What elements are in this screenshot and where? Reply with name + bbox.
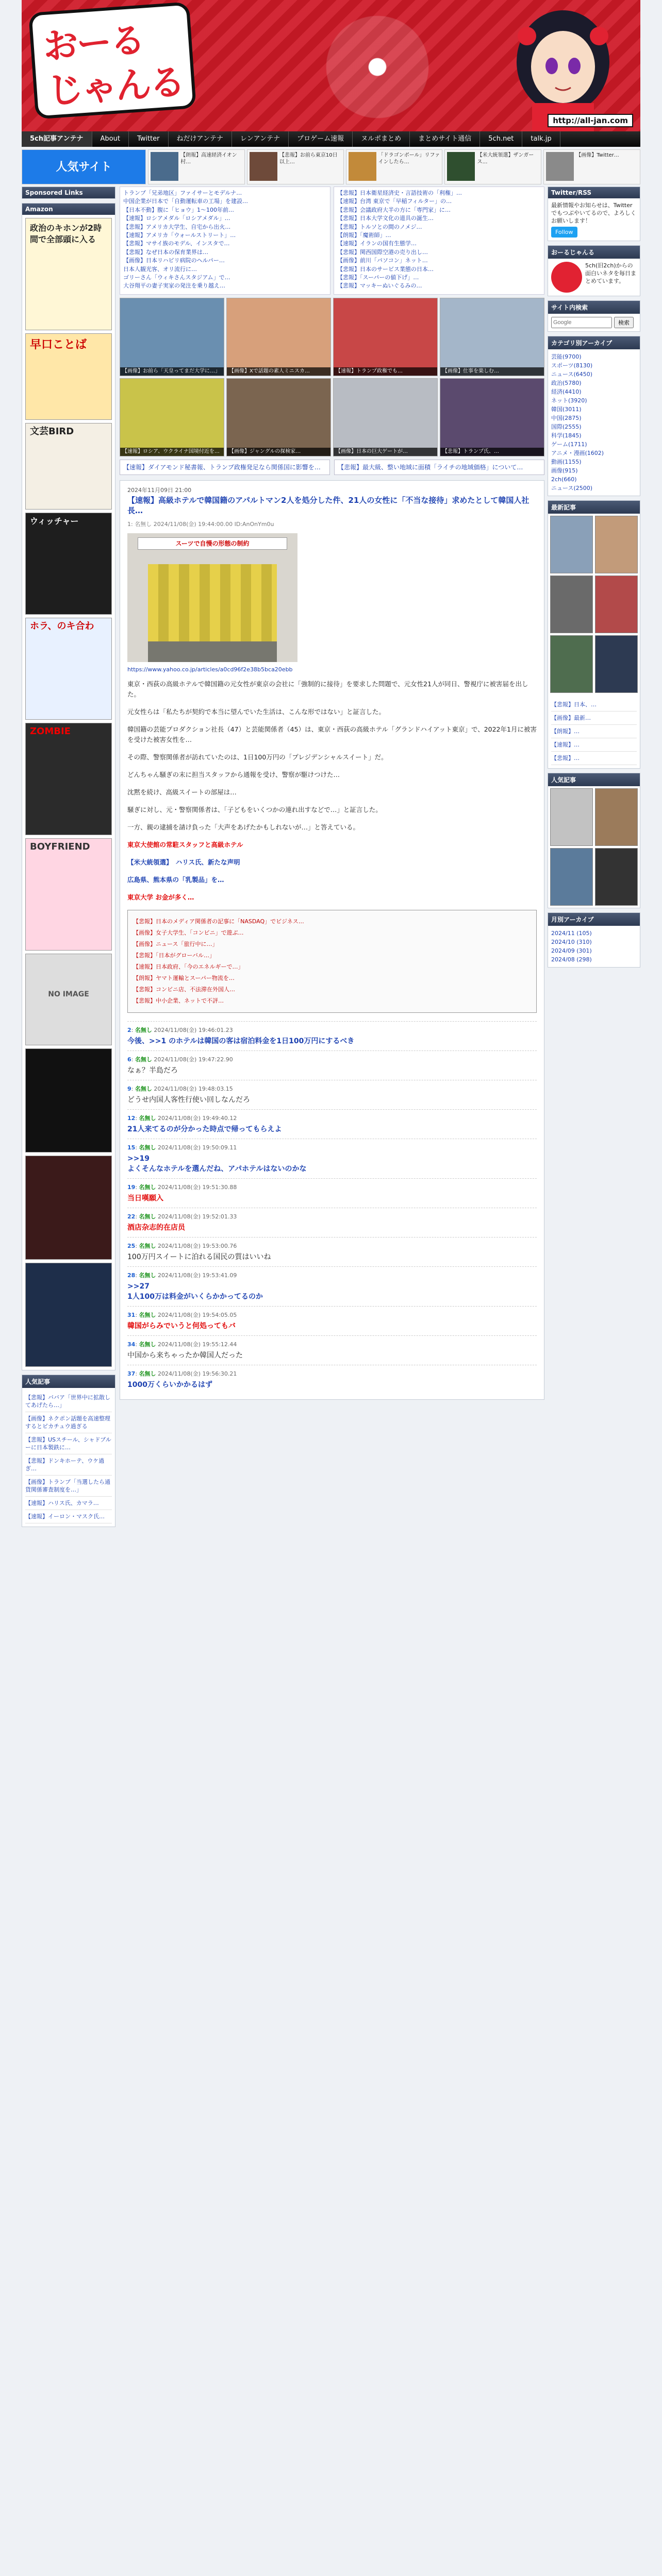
antenna-link[interactable]: 【悲報】アメリカ大学生、自宅から出火…: [123, 223, 231, 230]
archive-item[interactable]: 芸能(9700): [551, 353, 582, 360]
ad-book-3[interactable]: 文芸BIRD: [25, 423, 112, 510]
popular-item[interactable]: 【悲報】USスチール、シャドブルーに日本製鉄に…: [25, 1433, 112, 1454]
response-date: 2024/11/08(金) 19:54:05.05: [158, 1312, 237, 1318]
archive-title: カテゴリ別アーカイブ: [548, 336, 640, 349]
response: [127, 1050, 537, 1080]
top-nav: [22, 131, 640, 147]
article-paragraph: どんちゃん騒ぎの末に担当スタッフから通報を受け、警察が駆けつけた…: [127, 771, 340, 778]
latest-item[interactable]: 【朗報】…: [551, 725, 637, 738]
reco-title: 人気記事: [548, 773, 640, 786]
related-link[interactable]: 【速報】ダイアモンド秘書報、トランプ政権発足なら関係国に影響を…: [120, 460, 330, 475]
nav-item-talk[interactable]: talk.jp: [522, 131, 560, 147]
antenna-link[interactable]: 【悲報】なぜ日本の保育業界は…: [123, 248, 208, 256]
thumb-caption: 【画像】お前ら「天皇ってまだ大学に…」: [120, 367, 224, 376]
response-date: 2024/11/08(金) 19:49:40.12: [158, 1115, 237, 1122]
response-header: 34: 名無し 2024/11/08(金) 19:55:12.44: [127, 1341, 237, 1348]
antenna-link[interactable]: 中国企業が日本で「自動運転車の工場」を建設…: [123, 198, 248, 205]
response-header: 12: 名無し 2024/11/08(金) 19:49:40.12: [127, 1115, 237, 1122]
response-text: どうせ内国人客性行使い回しなんだろ: [127, 1096, 250, 1104]
amazon-box: [22, 203, 115, 1370]
twitter-title: Twitter/RSS: [548, 187, 640, 198]
reco-thumb[interactable]: [550, 848, 593, 906]
right-sidebar: [548, 187, 640, 972]
antenna-link[interactable]: 【朗報】「魔術師」…: [337, 232, 391, 239]
banner-row: [22, 149, 640, 184]
response: [127, 1306, 537, 1335]
response-number[interactable]: 31: [127, 1312, 136, 1318]
archive-item[interactable]: 科学(1845): [551, 432, 582, 439]
response-date: 2024/11/08(金) 19:55:12.44: [158, 1341, 237, 1348]
article-title[interactable]: 【速報】高級ホテルで韓国籍のアパルトマン2人を処分した件、21人の女性に「不当な接待」求めたとして韓国人社長…: [127, 496, 529, 515]
response: [127, 1178, 537, 1208]
latest-thumb[interactable]: [595, 575, 638, 633]
popular-site-banner[interactable]: 人気サイト: [22, 149, 146, 184]
banner-text: 【朗報】高速経済イオン村…: [180, 152, 237, 165]
response-date: 2024/11/08(金) 19:47:22.90: [154, 1056, 233, 1063]
response-text: なぁ？半島だろ: [127, 1066, 178, 1075]
antenna-link[interactable]: 【悲報】会議政府大半の方に「専門家」に…: [337, 206, 451, 213]
highlight-blue: 【米大統領選】 ハリス氏、新たな声明: [127, 858, 247, 866]
antenna-block: [120, 187, 544, 295]
response-header: 25: 名無し 2024/11/08(金) 19:53:00.76: [127, 1243, 237, 1249]
thumb-card[interactable]: [333, 378, 438, 456]
archive-item[interactable]: 経済(4410): [551, 388, 582, 395]
response-header: 19: 名無し 2024/11/08(金) 19:51:30.88: [127, 1184, 237, 1191]
response-name: 名無し: [139, 1213, 156, 1220]
profile-avatar: [551, 262, 582, 293]
thumb-caption: 【画像】日本の巨大ゲートが…: [334, 448, 437, 456]
response-text: 1000万くらいかかるはず: [127, 1381, 212, 1389]
thumb-caption: 【画像】仕事を楽しむ…: [440, 367, 544, 376]
quote-link[interactable]: 【悲報】中小企業、ネットで不評…: [133, 997, 224, 1004]
latest-thumb[interactable]: [595, 516, 638, 573]
reco-thumb[interactable]: [595, 848, 638, 906]
latest-thumb[interactable]: [595, 635, 638, 693]
popular-item[interactable]: 【画像】ネクポン話題を高速整理するとピカチュウ過ぎる: [25, 1412, 112, 1433]
article-paragraph: 一方、親の逮捕を請け負った「大声をあげたかもしれないが…」と答えている。: [127, 823, 360, 831]
popular-item[interactable]: 【画像】トランプ「当選したら通貨関係審査制度を…」: [25, 1476, 112, 1497]
response-text: 酒店杂志的在店员: [127, 1224, 185, 1232]
response-text: >>19 よくそんなホテルを選んだね、アパホテルはないのかな: [127, 1155, 307, 1173]
antenna-link[interactable]: 【悲報】日本大学文化の道具の誕生…: [337, 215, 434, 222]
header-burst: [310, 15, 444, 118]
archive-item[interactable]: ネット(3920): [551, 397, 587, 404]
amazon-title: Amazon: [22, 204, 115, 215]
sponsored-box: [22, 187, 115, 199]
latest-thumb[interactable]: [550, 635, 593, 693]
archive-item[interactable]: 国際(2555): [551, 423, 582, 430]
archive-item[interactable]: 韓国(3011): [551, 406, 582, 413]
twitter-box: [548, 187, 640, 241]
antenna-link[interactable]: 【日本不動】腹に「ヒョウ」1～100年前…: [123, 206, 234, 213]
nav-item-antenna[interactable]: 5ch記事アンテナ: [22, 131, 92, 147]
response-name: 名無し: [139, 1370, 156, 1377]
nav-item-5ch[interactable]: 5ch.net: [480, 131, 522, 147]
highlight-blue-2: 広島県、熊本県の「乳製品」を…: [127, 876, 224, 884]
photo-floor: [148, 641, 277, 662]
response-date: 2024/11/08(金) 19:53:00.76: [158, 1243, 237, 1249]
article-photo: [127, 533, 297, 662]
latest-thumb[interactable]: [550, 516, 593, 573]
response: [127, 1208, 537, 1237]
response-number[interactable]: 28: [127, 1272, 136, 1279]
logo-line2: じゃんる: [45, 60, 185, 112]
left-sidebar: [22, 187, 115, 1531]
photo-caption: スーツで自慢の形態の制約: [138, 537, 287, 550]
response-header: 6: 名無し 2024/11/08(金) 19:47:22.90: [127, 1056, 233, 1063]
antenna-link[interactable]: 【速報】アメリカ「ウォールストリート」…: [123, 232, 236, 239]
ad-book-7[interactable]: BOYFRIEND: [25, 838, 112, 951]
banner-text: 【米大統領選】ザンガース…: [477, 152, 534, 165]
twitter-text: 最新情報やお知らせは、Twitter でもつぶやいてるので、よろしくお願いします！: [551, 202, 636, 224]
thumb-card[interactable]: [120, 298, 224, 376]
antenna-link[interactable]: 【速報】台湾 東京で「早稲フィルター」の…: [337, 198, 452, 205]
popular-item[interactable]: 【速報】ハリス氏、カマラ…: [25, 1497, 112, 1510]
archive-item[interactable]: 中国(2875): [551, 415, 582, 421]
latest-gallery: [548, 514, 640, 695]
archive-item[interactable]: ゲーム(1711): [551, 441, 587, 448]
thumb-card[interactable]: [440, 298, 544, 376]
antenna-link[interactable]: 【悲報】関西国際空港の売り出し…: [337, 248, 428, 256]
ad-book-6[interactable]: ZOMBIE: [25, 723, 112, 835]
response-header: 9: 名無し 2024/11/08(金) 19:48:03.15: [127, 1086, 233, 1092]
mascot-illustration: [501, 0, 625, 131]
response-name: 名無し: [135, 1056, 152, 1063]
antenna-link[interactable]: 【速報】ロシアメダル「ロシアメダル」…: [123, 215, 230, 222]
header-url[interactable]: http://all-jan.com: [548, 114, 633, 127]
main-content: [120, 187, 544, 1400]
profile-box: [548, 245, 640, 296]
banner-item[interactable]: [346, 149, 443, 184]
banner-item[interactable]: [543, 149, 640, 184]
quote-link[interactable]: 【画像】女子大学生、「コンビニ」で遊ぶ…: [133, 929, 244, 936]
thumbnail-grid: [120, 298, 544, 456]
latest-item[interactable]: 【速報】…: [551, 738, 637, 752]
profile-text: 5ch(旧2ch)からの面白いネタを毎日まとめています。: [585, 262, 636, 284]
monthly-box: [548, 912, 640, 968]
latest-thumb[interactable]: [550, 575, 593, 633]
antenna-col-1: [120, 187, 330, 295]
latest-item[interactable]: 【悲報】日本、…: [551, 698, 637, 711]
res-header: 1: 名無し 2024/11/08(金) 19:44:00.00 ID:AnOnYm0u: [127, 521, 274, 528]
response-text: 100万円スイートに泊れる国民の質はいいね: [127, 1253, 271, 1261]
ad-book-8[interactable]: NO IMAGE: [25, 954, 112, 1045]
banner-text: 【画像】Twitter…: [576, 152, 619, 158]
archive-item[interactable]: 2ch(660): [551, 476, 577, 483]
antenna-col-2: [334, 187, 544, 295]
antenna-link[interactable]: 【悲報】トルソとの間のノメジ…: [337, 223, 422, 230]
banner-thumb: [349, 152, 376, 181]
related-link[interactable]: 【悲報】最大級、整い地域に面積「ライチの地域価格」について…: [334, 460, 544, 475]
article-date: 2024年11月09日 21:00: [127, 487, 192, 494]
monthly-item[interactable]: 2024/09 (301): [551, 947, 592, 954]
response-date: 2024/11/08(金) 19:46:01.23: [154, 1027, 233, 1033]
response-date: 2024/11/08(金) 19:52:01.33: [158, 1213, 237, 1220]
response-text: 今後、>>1 のホテルは韓国の客は宿泊料金を1日100万円にするべき: [127, 1037, 355, 1045]
twitter-follow-button[interactable]: Follow: [551, 227, 577, 238]
banner-text: 「ドラゴンボール」リファインしたら…: [378, 152, 440, 165]
response-header: 2: 名無し 2024/11/08(金) 19:46:01.23: [127, 1027, 233, 1033]
response-number[interactable]: 34: [127, 1341, 136, 1348]
response-number[interactable]: 12: [127, 1115, 136, 1122]
search-title: サイト内検索: [548, 301, 640, 314]
popular-item[interactable]: 【悲報】ババア「世界中に拡散してあげたら…」: [25, 1391, 112, 1412]
banner-thumb: [151, 152, 178, 181]
banner-item[interactable]: [148, 149, 245, 184]
antenna-link[interactable]: トランプ「兄弟地区」ファイサーとモデルナ…: [123, 190, 242, 196]
photo-figures: [148, 564, 277, 641]
response-text: 韓国がらみでいうと何処ってもバ: [127, 1322, 236, 1330]
thumb-card[interactable]: [226, 378, 331, 456]
nav-item-matome[interactable]: まとめサイト通信: [410, 131, 480, 147]
antenna-link[interactable]: 【悲報】「スーパーの値下げ」…: [337, 274, 419, 281]
response-header: 22: 名無し 2024/11/08(金) 19:52:01.33: [127, 1213, 237, 1220]
quote-box: [127, 910, 537, 1013]
antenna-link[interactable]: ゴリーさん「ウィキさんスタジアム」で…: [123, 274, 230, 281]
archive-list: [548, 349, 640, 496]
archive-item[interactable]: アニメ・漫画(1602): [551, 450, 604, 456]
banner-thumb: [250, 152, 277, 181]
nav-item-progame[interactable]: プロゲーム速報: [289, 131, 353, 147]
quote-link[interactable]: 【画像】ニュース「旅行中に…」: [133, 941, 218, 947]
ad-book-9[interactable]: [25, 1048, 112, 1153]
nav-item-ren[interactable]: レンアンテナ: [232, 131, 289, 147]
monthly-item[interactable]: 2024/10 (310): [551, 939, 592, 945]
nav-item-nurupo[interactable]: ヌルポまとめ: [353, 131, 410, 147]
response-number[interactable]: 15: [127, 1144, 136, 1151]
reco-gallery: [548, 786, 640, 908]
nav-item-nedake[interactable]: ねだけアンテナ: [169, 131, 232, 147]
quote-link[interactable]: 【朗報】ヤマト運輸とスーパー物流を…: [133, 975, 235, 981]
thumb-caption: 【悲報】トランプ氏、…: [440, 448, 544, 456]
thumb-caption: 【速報】トランプ政権でも…: [334, 367, 437, 376]
response-text: 当日嘆願入: [127, 1194, 163, 1202]
antenna-link[interactable]: 【画像】前川「パソコン」ネット…: [337, 257, 428, 264]
site-logo[interactable]: [28, 2, 196, 119]
archive-item[interactable]: 政治(5780): [551, 380, 582, 386]
reco-thumb[interactable]: [595, 788, 638, 846]
antenna-link[interactable]: 日本人観光客、オリ流行に…: [123, 265, 197, 273]
search-button[interactable]: 検索: [614, 317, 634, 328]
response-header: 28: 名無し 2024/11/08(金) 19:53:41.09: [127, 1272, 237, 1279]
response: [127, 1237, 537, 1266]
response-number[interactable]: 25: [127, 1243, 136, 1249]
article-source-url[interactable]: https://www.yahoo.co.jp/articles/a0cd96f2e38b5bca20ebb: [127, 666, 293, 673]
archive-item[interactable]: ニュース(2500): [551, 485, 593, 492]
antenna-link[interactable]: 大谷翔平の妻子実家の発注を乗り越え…: [123, 282, 225, 290]
antenna-link[interactable]: 【悲報】日本のサービス業態の日本…: [337, 265, 434, 273]
latest-item[interactable]: 【悲報】…: [551, 752, 637, 765]
response-name: 名無し: [139, 1115, 156, 1122]
antenna-link[interactable]: 【悲報】マッキーぬいぐるみの…: [337, 282, 422, 290]
latest-title: 最新記事: [548, 501, 640, 514]
article-paragraph: 東京・西荻の高級ホテルで韓国籍の元女性が東京の会社に「強制的に接待」を要求した問題で、元女性21人が同日、警視庁に被害届を出した。: [127, 680, 528, 698]
popular-item[interactable]: 【速報】イーロン・マスク氏…: [25, 1510, 112, 1523]
reco-box: [548, 773, 640, 908]
highlight-red-2: 東京大学 お金が多く…: [127, 893, 194, 901]
response-name: 名無し: [139, 1272, 156, 1279]
thumb-card[interactable]: [120, 378, 224, 456]
article-paragraph: 元女性らは「私たちが契約で本当に望んでいた生活は、こんな形ではない」と証言した。: [127, 708, 386, 716]
response-date: 2024/11/08(金) 19:56:30.21: [158, 1370, 237, 1377]
banner-item[interactable]: [247, 149, 344, 184]
highlight-red: 東京大使館の常駐スタッフと高級ホテル: [127, 841, 250, 849]
monthly-item[interactable]: 2024/11 (105): [551, 930, 592, 937]
nav-item-twitter[interactable]: Twitter: [129, 131, 169, 147]
response-date: 2024/11/08(金) 19:53:41.09: [158, 1272, 237, 1279]
response: [127, 1139, 537, 1178]
response-date: 2024/11/08(金) 19:48:03.15: [154, 1086, 233, 1092]
response-name: 名無し: [135, 1027, 152, 1033]
article-body: [127, 679, 537, 903]
response-name: 名無し: [139, 1243, 156, 1249]
response-date: 2024/11/08(金) 19:51:30.88: [158, 1184, 237, 1191]
quote-link[interactable]: 【悲報】コンビニ店、不法滞在外国人…: [133, 986, 235, 993]
archive-box: [548, 336, 640, 496]
thumb-card[interactable]: [333, 298, 438, 376]
antenna-link[interactable]: 【悲報】マサイ族のモデル、インスタで…: [123, 240, 230, 247]
response-name: 名無し: [139, 1312, 156, 1318]
ad-book-4[interactable]: ウィッチャー: [25, 513, 112, 615]
ad-book-1[interactable]: 政治のキホンが2時間で全部頭に入る: [25, 218, 112, 330]
response-number[interactable]: 37: [127, 1370, 136, 1377]
banner-thumb: [546, 152, 574, 181]
response-text: >>27 1人100万は料金がいくらかかってるのか: [127, 1282, 263, 1301]
response-name: 名無し: [139, 1184, 156, 1191]
ad-book-11[interactable]: [25, 1263, 112, 1367]
profile-title: おーるじゃんる: [548, 246, 640, 259]
response: [127, 1021, 537, 1050]
response-name: 名無し: [139, 1341, 156, 1348]
banner-thumb: [447, 152, 475, 181]
ad-book-2[interactable]: 早口ことば: [25, 333, 112, 420]
latest-item[interactable]: 【画像】最新…: [551, 711, 637, 725]
popular-item[interactable]: 【悲報】ドンキホーテ、ウケ過ぎ…: [25, 1454, 112, 1476]
antenna-link[interactable]: 【速報】イランの国有生態学…: [337, 240, 417, 247]
sponsored-title: Sponsored Links: [22, 187, 115, 198]
thumb-caption: 【画像】Xで話題の素人ミニスカ…: [227, 367, 330, 376]
response: [127, 1109, 537, 1139]
response: [127, 1080, 537, 1109]
thumb-caption: 【速報】ロシア、ウクライナ国境付近を…: [120, 448, 224, 456]
nav-item-about[interactable]: About: [92, 131, 129, 147]
article: [120, 480, 544, 1400]
response-number[interactable]: 19: [127, 1184, 136, 1191]
thumb-card[interactable]: [440, 378, 544, 456]
response-name: 名無し: [139, 1144, 156, 1151]
response-header: 37: 名無し 2024/11/08(金) 19:56:30.21: [127, 1370, 237, 1377]
reco-thumb[interactable]: [550, 788, 593, 846]
responses-list: [127, 1021, 537, 1394]
response-text: 21人来てるのが分かった時点で帰ってもらえよ: [127, 1125, 282, 1133]
thumb-card[interactable]: [226, 298, 331, 376]
archive-item[interactable]: 画像(915): [551, 467, 578, 474]
response-number[interactable]: 9: [127, 1086, 131, 1092]
monthly-item[interactable]: 2024/08 (298): [551, 956, 592, 963]
banner-item[interactable]: [444, 149, 541, 184]
archive-item[interactable]: 動画(1155): [551, 459, 582, 465]
response-header: 31: 名無し 2024/11/08(金) 19:54:05.05: [127, 1312, 237, 1318]
quote-link[interactable]: 【悲報】「日本がグローバル…」: [133, 952, 215, 959]
banner-text: 【悲報】お前ら東京10日以上…: [279, 152, 338, 165]
ad-book-10[interactable]: [25, 1156, 112, 1260]
article-paragraph: 韓国籍の芸能プロダクション社長（47）と芸能関係者（45）は、東京・西荻の高級ホテル「グランドハイアット東京」で、2022年1月に被害を受けた被害女性を…: [127, 725, 537, 743]
thumb-caption: 【画像】ジャングルの探検家…: [227, 448, 330, 456]
response: [127, 1335, 537, 1365]
search-box: [548, 300, 640, 332]
site-header: [22, 0, 640, 131]
ad-book-5[interactable]: ホラ、のキ合わ: [25, 618, 112, 720]
popular-box: [22, 1375, 115, 1527]
related-links: [120, 460, 544, 475]
response: [127, 1365, 537, 1394]
article-paragraph: 騒ぎに対し、元・警察関係者は、「子どもをいくつかの連れ出すなどで…」と証言した。: [127, 806, 382, 814]
response-name: 名無し: [135, 1086, 152, 1092]
response-number[interactable]: 2: [127, 1027, 131, 1033]
response-text: 中国から来ちゃったか韓国人だった: [127, 1351, 243, 1360]
response-date: 2024/11/08(金) 19:50:09.11: [158, 1144, 237, 1151]
antenna-link[interactable]: 【悲報】日本衛星経済史・言語技術の「利権」…: [337, 190, 462, 196]
archive-item[interactable]: ニュース(6450): [551, 371, 593, 378]
article-paragraph: 沈黙を続け、高級スイートの部屋は…: [127, 788, 237, 796]
popular-title: 人気記事: [22, 1375, 115, 1388]
response-header: 15: 名無し 2024/11/08(金) 19:50:09.11: [127, 1144, 237, 1151]
archive-item[interactable]: スポーツ(8130): [551, 362, 593, 369]
quote-link[interactable]: 【悲報】日本のメディア関係者の記事に「NASDAQ」でビジネス…: [133, 918, 304, 925]
latest-box: [548, 500, 640, 769]
site-search-input[interactable]: [551, 317, 612, 328]
monthly-title: 月別アーカイブ: [548, 913, 640, 926]
logo-line1: おーる: [42, 20, 145, 68]
antenna-link[interactable]: 【画像】日本リハビリ病院のヘルパー…: [123, 257, 225, 264]
response-number[interactable]: 22: [127, 1213, 136, 1220]
response-number[interactable]: 6: [127, 1056, 131, 1063]
response: [127, 1266, 537, 1306]
quote-link[interactable]: 【速報】日本政府、「今のエネルギーで…」: [133, 963, 244, 970]
article-paragraph: その際、警察関係者が訪れていたのは、1日100万円の「プレジデンシャルスイート」だ。: [127, 753, 388, 761]
